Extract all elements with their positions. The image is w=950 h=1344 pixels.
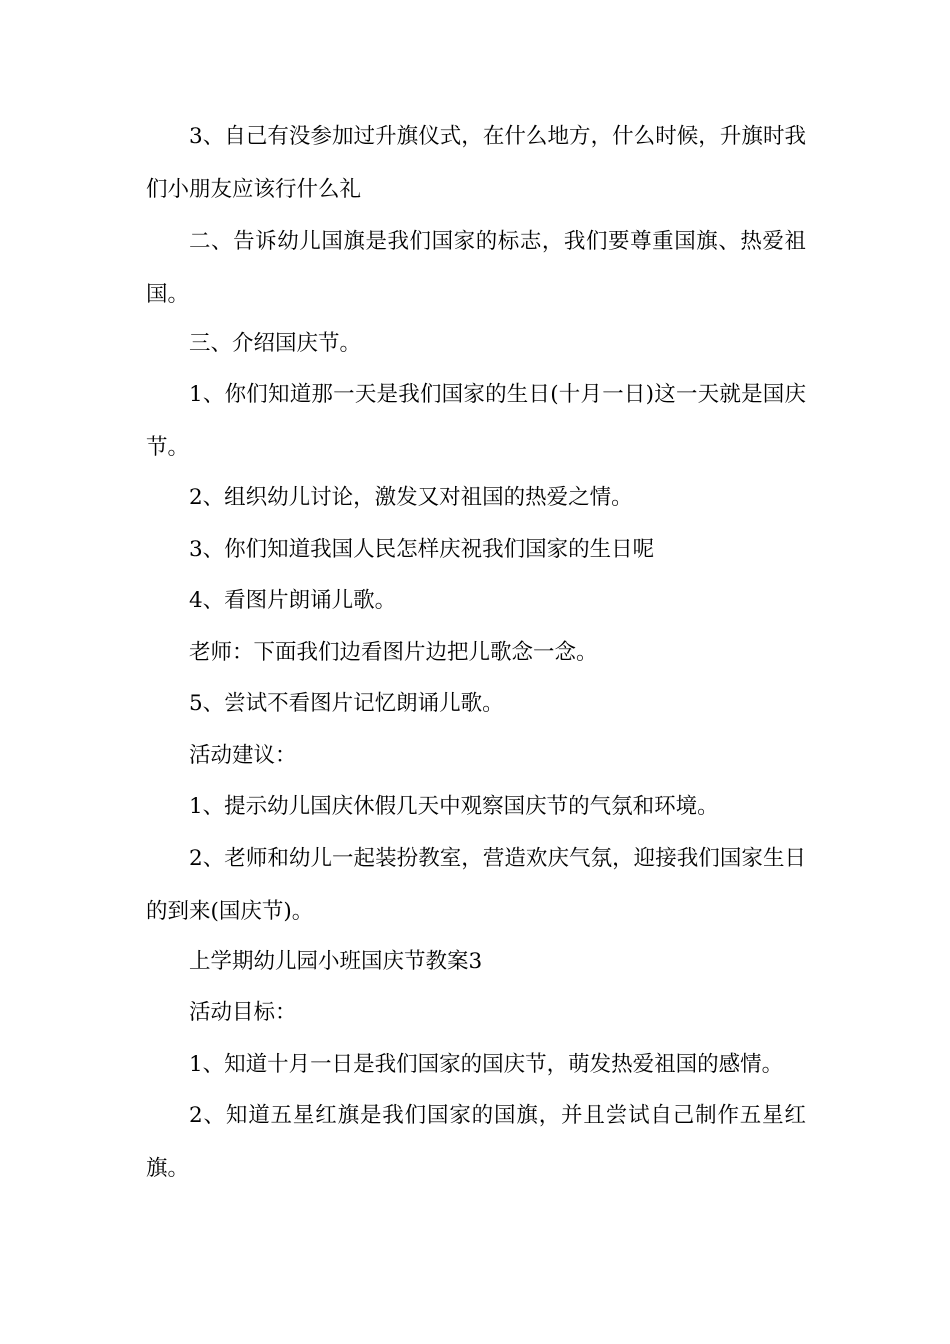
paragraph: 1、你们知道那一天是我们国家的生日(十月一日)这一天就是国庆节。	[146, 382, 806, 460]
paragraph: 3、你们知道我国人民怎样庆祝我们国家的生日呢	[189, 537, 655, 562]
paragraph: 2、组织幼儿讨论，激发又对祖国的热爱之情。	[189, 485, 633, 510]
section-heading: 上学期幼儿园小班国庆节教案3	[189, 949, 483, 974]
paragraph: 4、看图片朗诵儿歌。	[189, 588, 397, 613]
paragraph: 老师：下面我们边看图片边把儿歌念一念。	[189, 640, 598, 665]
paragraph: 活动建议：	[189, 743, 297, 768]
paragraph: 二、告诉幼儿国旗是我们国家的标志，我们要尊重国旗、热爱祖国。	[146, 229, 806, 307]
paragraph: 5、尝试不看图片记忆朗诵儿歌。	[189, 691, 504, 716]
paragraph: 活动目标：	[189, 1000, 297, 1025]
paragraph: 1、提示幼儿国庆休假几天中观察国庆节的气氛和环境。	[189, 794, 719, 819]
paragraph: 2、知道五星红旗是我们国家的国旗，并且尝试自己制作五星红旗。	[146, 1103, 806, 1181]
paragraph: 1、知道十月一日是我们国家的国庆节，萌发热爱祖国的感情。	[189, 1052, 784, 1077]
paragraph: 2、老师和幼儿一起装扮教室，营造欢庆气氛，迎接我们国家生日的到来(国庆节)。	[146, 846, 806, 924]
paragraph: 三、介绍国庆节。	[189, 331, 362, 356]
paragraph: 3、自己有没参加过升旗仪式，在什么地方，什么时候，升旗时我们小朋友应该行什么礼	[146, 124, 806, 202]
